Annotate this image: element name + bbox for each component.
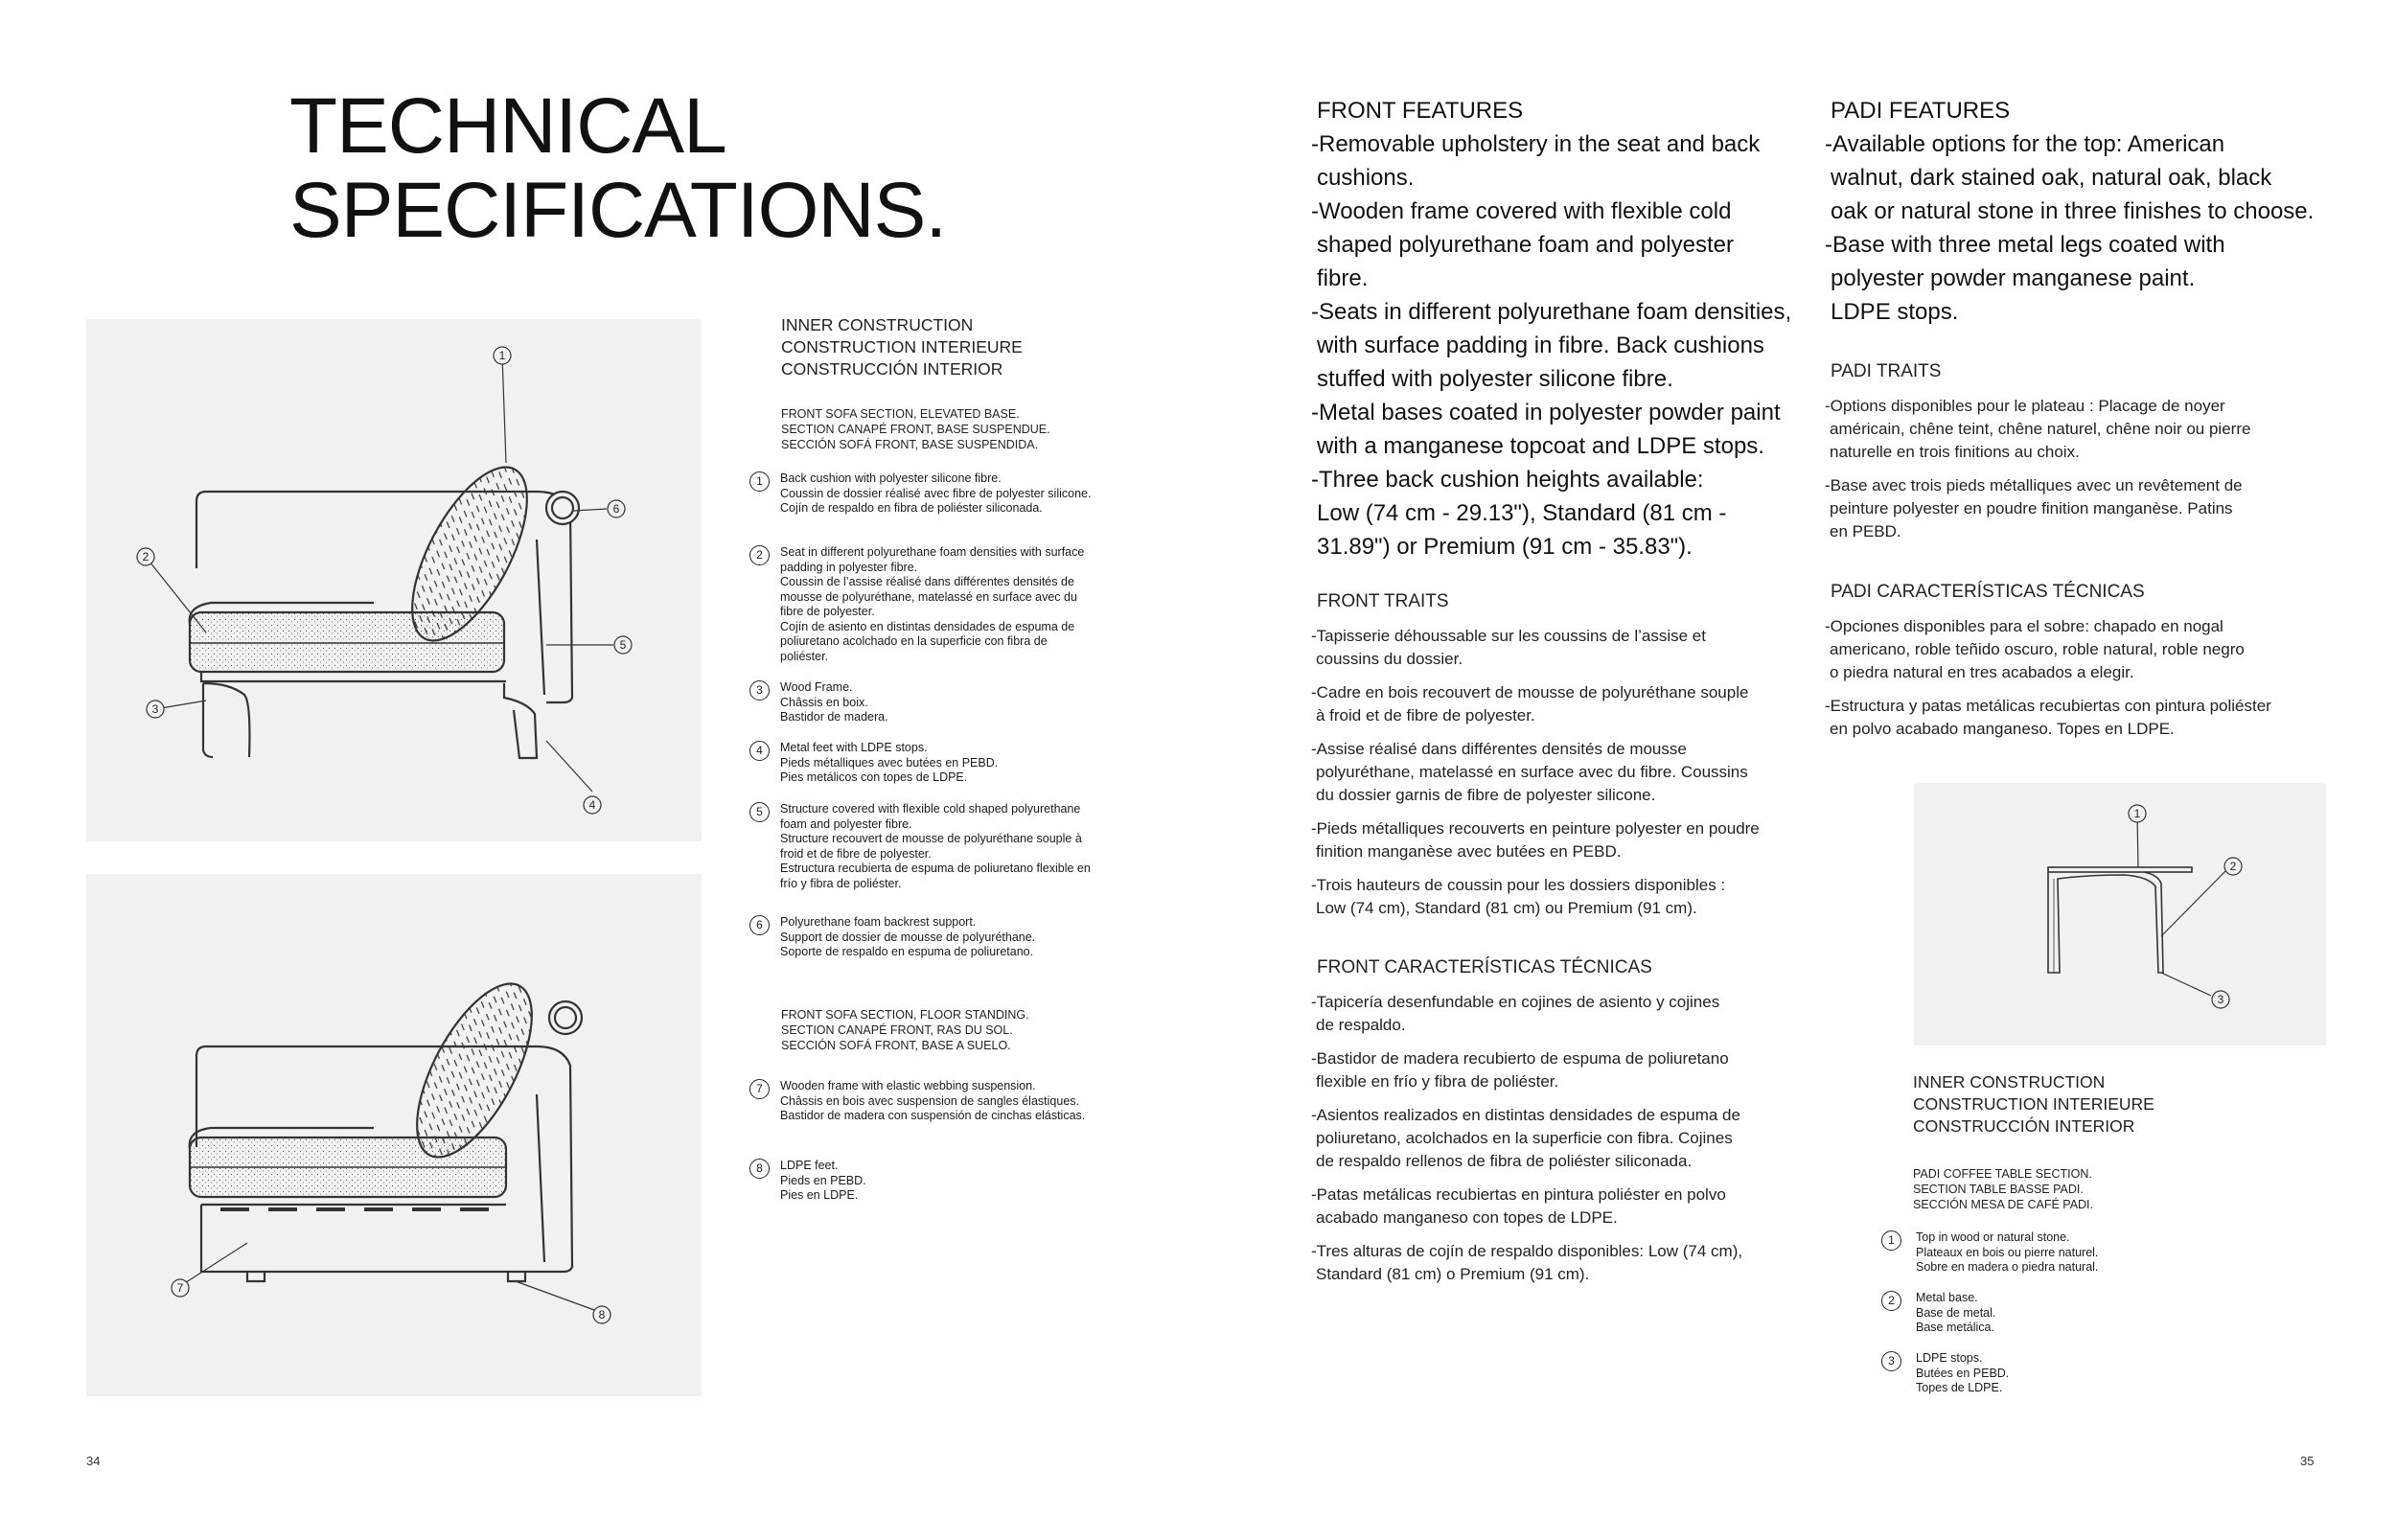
page-number-right: 35 — [2300, 1454, 2315, 1468]
front-traits-heading: FRONT TRAITS — [1317, 591, 1449, 611]
legend-text-es: Cojín de asiento en distintas densidades de espuma de poliuretano acolchado en la superficie con fibra de poliéster. — [780, 619, 1075, 663]
legend-text-fr: Structure recouvert de mousse de polyuréthane souple à froid et de fibre de polyester. — [780, 832, 1082, 861]
legend-item-6 — [749, 915, 1094, 960]
floor-section-en: FRONT SOFA SECTION, FLOOR STANDING. — [781, 1008, 1029, 1022]
padi-traits-para-1 — [1825, 395, 2361, 464]
padi-inner-heading-en: INNER CONSTRUCTION — [1913, 1072, 2106, 1092]
para-line: américain, chêne teint, chêne naturel, chêne noir ou pierre — [1830, 420, 2251, 438]
legend-text-es: Topes de LDPE. — [1916, 1381, 2003, 1394]
padi-features-line: oak or natural stone in three finishes to choose. — [1831, 198, 2315, 224]
padi-caract-heading: PADI CARACTERÍSTICAS TÉCNICAS — [1831, 582, 2145, 602]
padi-features-line: walnut, dark stained oak, natural oak, black — [1831, 165, 2272, 191]
callout-6: 6 — [612, 502, 620, 516]
legend-text-en: Metal base. — [1916, 1291, 1978, 1304]
legend-text-es: Bastidor de madera. — [780, 710, 888, 724]
para-line: acabado manganeso con topes de LDPE. — [1316, 1208, 1618, 1227]
legend-text-en: Metal feet with LDPE stops. — [780, 741, 928, 754]
legend-number: 2 — [749, 545, 770, 565]
legend-item-2 — [749, 545, 1094, 664]
padi-features-line: LDPE stops. — [1831, 299, 1959, 325]
legend-item-3 — [749, 680, 1094, 725]
para-line: coussins du dossier. — [1316, 650, 1463, 668]
legend-item-4 — [749, 741, 1094, 786]
front-features-line: Low (74 cm - 29.13"), Standard (81 cm - — [1317, 500, 1727, 526]
para-line: du dossier garnis de fibre de polyester silicone. — [1316, 786, 1656, 804]
legend-text-fr: Pieds métalliques avec butées en PEBD. — [780, 755, 999, 770]
figure-floor-sofa-section — [86, 874, 702, 1396]
inner-heading-en: INNER CONSTRUCTION — [781, 315, 974, 334]
legend-text-en: Wood Frame. — [780, 680, 853, 694]
legend-text-es: Sobre en madera o piedra natural. — [1916, 1260, 2099, 1274]
legend-text-fr: Base de metal. — [1916, 1305, 1996, 1320]
padi-section-en: PADI COFFEE TABLE SECTION. — [1913, 1167, 2092, 1181]
para-line: -Bastidor de madera recubierto de espuma de poliuretano — [1311, 1049, 1729, 1068]
front-features-line: fibre. — [1317, 265, 1369, 291]
legend-number: 6 — [749, 915, 770, 935]
elevated-section-es: SECCIÓN SOFÁ FRONT, BASE SUSPENDIDA. — [781, 438, 1039, 451]
para-line: o piedra natural en tres acabados a elegir. — [1830, 663, 2134, 681]
legend-text-fr: Châssis en boix. — [780, 695, 868, 709]
para-line: -Estructura y patas metálicas recubiertas con pintura poliéster — [1825, 697, 2271, 715]
elevated-section-en: FRONT SOFA SECTION, ELEVATED BASE. — [781, 407, 1020, 421]
legend-text-en: Top in wood or natural stone. — [1916, 1230, 2070, 1244]
padi-inner-heading-es: CONSTRUCCIÓN INTERIOR — [1913, 1116, 2135, 1136]
front-features-line: -Metal bases coated in polyester powder paint — [1311, 400, 1781, 425]
para-line: peinture polyester en poudre finition manganèse. Patins — [1830, 499, 2233, 517]
callout-5: 5 — [619, 638, 627, 652]
legend-text-es: Estructura recubierta de espuma de poliuretano flexible en frío y fibra de poliéster. — [780, 862, 1091, 890]
padi-callout-1: 1 — [2133, 807, 2141, 820]
page-number-left: 34 — [86, 1454, 101, 1468]
padi-legend-item-1 — [1881, 1230, 2131, 1276]
para-line: -Trois hauteurs de coussin pour les dossiers disponibles : — [1311, 876, 1726, 894]
padi-section-fr: SECTION TABLE BASSE PADI. — [1913, 1183, 2084, 1196]
floor-section-fr: SECTION CANAPÉ FRONT, RAS DU SOL. — [781, 1023, 1013, 1037]
figure-padi-table-section — [1914, 783, 2326, 1046]
padi-section-es: SECCIÓN MESA DE CAFÉ PADI. — [1913, 1198, 2094, 1211]
legend-text-es: Base metálica. — [1916, 1321, 1994, 1334]
title-line-1: TECHNICAL — [289, 82, 726, 170]
elevated-sofa-overlay — [86, 319, 702, 841]
floor-section-es: SECCIÓN SOFÁ FRONT, BASE A SUELO. — [781, 1039, 1011, 1052]
padi-callout-2: 2 — [2229, 860, 2237, 873]
front-features-line: stuffed with polyester silicone fibre. — [1317, 366, 1673, 392]
legend-text-fr: Coussin de dossier réalisé avec fibre de polyester silicone. — [780, 486, 1092, 500]
title-line-2: SPECIFICATIONS. — [289, 167, 947, 254]
legend-number: 4 — [749, 741, 770, 761]
front-traits-para-5 — [1311, 874, 1809, 920]
padi-traits — [1825, 360, 2361, 543]
legend-text-fr: Pieds en PEBD. — [780, 1173, 866, 1187]
para-line: en PEBD. — [1830, 522, 1901, 540]
para-line: à froid et de fibre de polyester. — [1316, 706, 1535, 724]
front-features-line: -Seats in different polyurethane foam densities, — [1311, 299, 1792, 325]
front-caract-para-3 — [1311, 1104, 1809, 1173]
callout-1: 1 — [498, 349, 506, 362]
legend-item-1 — [749, 471, 1094, 517]
inner-construction-heading — [781, 314, 1023, 380]
callout-4: 4 — [588, 798, 596, 812]
padi-callout-3: 3 — [2217, 993, 2224, 1006]
front-caracteristicas — [1311, 956, 1809, 1286]
padi-features-heading: PADI FEATURES — [1831, 98, 2011, 124]
legend-text-en: Polyurethane foam backrest support. — [780, 915, 977, 929]
para-line: de respaldo. — [1316, 1016, 1406, 1034]
legend-text-es: Soporte de respaldo en espuma de poliuretano. — [780, 945, 1034, 958]
para-line: -Tres alturas de cojín de respaldo disponibles: Low (74 cm), — [1311, 1242, 1743, 1260]
legend-text-fr: Support de dossier de mousse de polyuréthane. — [780, 930, 1036, 944]
callout-8: 8 — [598, 1308, 606, 1322]
padi-legend-item-3 — [1881, 1351, 2131, 1396]
front-traits-para-3 — [1311, 738, 1809, 807]
front-traits-para-4 — [1311, 817, 1809, 863]
legend-text-fr: Butées en PEBD. — [1916, 1366, 2010, 1380]
front-traits-para-1 — [1311, 625, 1809, 671]
front-features-line: shaped polyurethane foam and polyester — [1317, 232, 1734, 258]
front-features-line: with a manganese topcoat and LDPE stops. — [1317, 433, 1764, 459]
front-features-line: -Wooden frame covered with flexible cold — [1311, 198, 1732, 224]
front-caract-heading: FRONT CARACTERÍSTICAS TÉCNICAS — [1317, 957, 1652, 977]
para-line: flexible en frío y fibra de poliéster. — [1316, 1072, 1559, 1091]
front-features-line: -Three back cushion heights available: — [1311, 467, 1704, 493]
para-line: -Cadre en bois recouvert de mousse de polyuréthane souple — [1311, 683, 1749, 701]
para-line: -Patas metálicas recubiertas en pintura poliéster en polvo — [1311, 1185, 1726, 1204]
legend-number: 2 — [1881, 1291, 1901, 1311]
legend-number: 7 — [749, 1079, 770, 1099]
para-line: en polvo acabado manganeso. Topes en LDPE. — [1830, 720, 2175, 738]
callout-7: 7 — [176, 1281, 184, 1295]
padi-features-line: polyester powder manganese paint. — [1831, 265, 2196, 291]
inner-heading-fr: CONSTRUCTION INTERIEURE — [781, 337, 1023, 356]
legend-item-5 — [749, 802, 1094, 891]
legend-text-en: LDPE feet. — [780, 1159, 839, 1172]
padi-inner-heading — [1913, 1071, 2154, 1138]
padi-section-title — [1913, 1166, 2093, 1212]
padi-legend-item-2 — [1881, 1291, 2131, 1336]
para-line: -Base avec trois pieds métalliques avec un revêtement de — [1825, 476, 2243, 494]
para-line: -Opciones disponibles para el sobre: chapado en nogal — [1825, 617, 2223, 635]
para-line: -Assise réalisé dans différentes densités de mousse — [1311, 740, 1687, 758]
padi-features — [1825, 94, 2361, 329]
front-traits — [1311, 590, 1809, 920]
legend-text-en: Back cushion with polyester silicone fibre. — [780, 471, 1002, 485]
legend-text-en: Seat in different polyurethane foam densities with surface padding in polyester fibre. — [780, 545, 1085, 574]
elevated-section-fr: SECTION CANAPÉ FRONT, BASE SUSPENDUE. — [781, 423, 1050, 436]
para-line: poliuretano, acolchados en la superficie con fibra. Cojines — [1316, 1129, 1733, 1147]
para-line: polyuréthane, matelassé en surface avec du fibre. Coussins — [1316, 763, 1748, 781]
padi-traits-para-2 — [1825, 474, 2361, 543]
legend-text-fr-es: Châssis en bois avec suspension de sangles élastiques. Bastidor de madera con suspensión de cinchas elásticas. — [780, 1093, 1086, 1122]
para-line: finition manganèse avec butées en PEBD. — [1316, 842, 1622, 861]
padi-features-line: -Base with three metal legs coated with — [1825, 232, 2225, 258]
front-features-line: 31.89") or Premium (91 cm - 35.83"). — [1317, 534, 1693, 560]
front-traits-para-2 — [1311, 681, 1809, 727]
legend-number: 8 — [749, 1159, 770, 1179]
page-title — [289, 84, 946, 253]
para-line: Standard (81 cm) o Premium (91 cm). — [1316, 1265, 1590, 1283]
legend-number: 3 — [749, 680, 770, 701]
front-features-line: -Removable upholstery in the seat and back — [1311, 131, 1761, 157]
legend-item-8 — [749, 1159, 1094, 1204]
inner-heading-es: CONSTRUCCIÓN INTERIOR — [781, 359, 1003, 379]
para-line: -Options disponibles pour le plateau : Placage de noyer — [1825, 397, 2225, 415]
legend-text-fr: Coussin de l’assise réalisé dans différentes densités de mousse de polyuréthane, matelassé en surface avec du fibre de polyester. — [780, 575, 1077, 618]
front-features — [1311, 94, 1809, 563]
legend-text-fr: Plateaux en bois ou pierre naturel. — [1916, 1245, 2099, 1259]
legend-number: 1 — [749, 471, 770, 492]
legend-text-es: Pies en LDPE. — [780, 1188, 859, 1202]
para-line: -Asientos realizados en distintas densidades de espuma de — [1311, 1106, 1740, 1124]
legend-text-es: Pies metálicos con topes de LDPE. — [780, 770, 968, 784]
para-line: de respaldo rellenos de fibra de poliéster siliconada. — [1316, 1152, 1693, 1170]
para-line: -Tapisserie déhoussable sur les coussins de l’assise et — [1311, 627, 1706, 645]
para-line: americano, roble teñido oscuro, roble natural, roble negro — [1830, 640, 2245, 658]
front-features-heading: FRONT FEATURES — [1317, 98, 1524, 124]
padi-caract-para-2 — [1825, 695, 2361, 741]
front-features-line: with surface padding in fibre. Back cushions — [1317, 333, 1764, 358]
front-features-line: cushions. — [1317, 165, 1415, 191]
legend-number: 3 — [1881, 1351, 1901, 1371]
padi-traits-heading: PADI TRAITS — [1831, 361, 1942, 381]
legend-text-en: Structure covered with flexible cold shaped polyurethane foam and polyester fibre. — [780, 802, 1081, 831]
front-caract-para-5 — [1311, 1240, 1809, 1286]
padi-caracteristicas — [1825, 581, 2361, 741]
para-line: -Tapicería desenfundable en cojines de asiento y cojines — [1311, 993, 1720, 1011]
legend-item-7 — [749, 1079, 1094, 1124]
padi-caract-para-1 — [1825, 615, 2361, 684]
legend-number: 1 — [1881, 1230, 1901, 1251]
callout-3: 3 — [151, 702, 159, 716]
floor-section-title — [781, 1007, 1029, 1053]
legend-text-en: Wooden frame with elastic webbing suspension. — [780, 1079, 1036, 1092]
para-line: naturelle en trois finitions au choix. — [1830, 443, 2080, 461]
callout-2: 2 — [142, 550, 150, 563]
padi-inner-heading-fr: CONSTRUCTION INTERIEURE — [1913, 1094, 2154, 1114]
elevated-section-title — [781, 406, 1050, 452]
padi-features-line: -Available options for the top: American — [1825, 131, 2225, 157]
legend-number: 5 — [749, 802, 770, 822]
legend-text-es: Cojín de respaldo en fibra de poliéster siliconada. — [780, 501, 1043, 515]
front-caract-para-2 — [1311, 1047, 1809, 1093]
front-caract-para-4 — [1311, 1184, 1809, 1230]
legend-text-en: LDPE stops. — [1916, 1351, 1983, 1365]
front-caract-para-1 — [1311, 991, 1809, 1037]
para-line: Low (74 cm), Standard (81 cm) ou Premium (91 cm). — [1316, 899, 1697, 917]
para-line: -Pieds métalliques recouverts en peinture polyester en poudre — [1311, 819, 1760, 838]
